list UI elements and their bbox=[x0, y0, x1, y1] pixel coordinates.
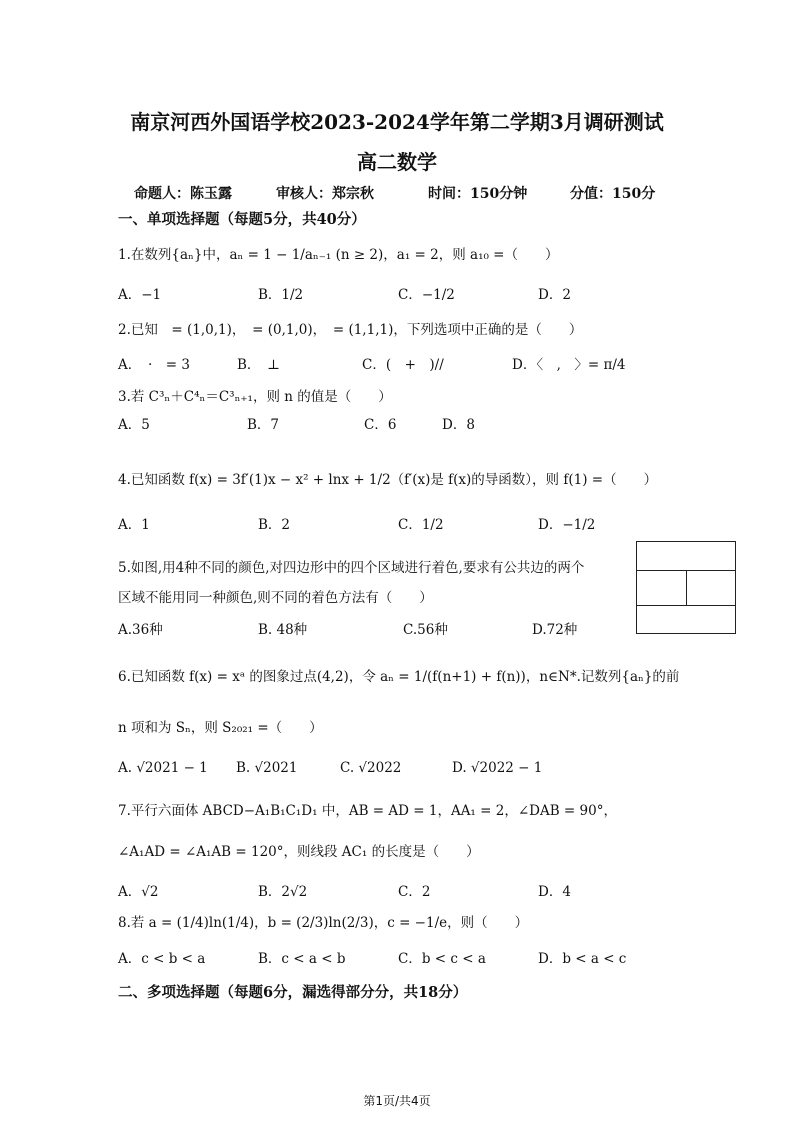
exam-subject: 高二数学 bbox=[357, 150, 437, 174]
question-1-option-a: A．−1 bbox=[118, 287, 162, 303]
question-7-stem-line-2: ∠A₁AD = ∠A₁AB = 120°，则线段 AC₁ 的长度是（ ） bbox=[118, 844, 480, 860]
question-7-stem-line-1: 7.平行六面体 ABCD−A₁B₁C₁D₁ 中，AB = AD = 1，AA₁ = 2，∠DAB = 90°， bbox=[118, 803, 617, 819]
question-8-option-d: D．b < a < c bbox=[538, 951, 627, 967]
question-3-option-d: D．8 bbox=[442, 417, 475, 433]
question-2-option-a: A． · = 3 bbox=[118, 357, 190, 373]
question-4-option-b: B．2 bbox=[258, 517, 291, 533]
question-6-option-a: A. √2021 − 1 bbox=[118, 760, 208, 776]
question-3-option-a: A．5 bbox=[118, 417, 150, 433]
question-2-option-c: C．( + )// bbox=[362, 357, 444, 373]
question-4-option-d: D．−1/2 bbox=[538, 517, 596, 533]
question-7-option-d: D．4 bbox=[538, 884, 571, 900]
question-8-option-a: A．c < b < a bbox=[118, 951, 206, 967]
question-1-option-d: D．2 bbox=[538, 287, 571, 303]
question-4-option-c: C．1/2 bbox=[398, 517, 444, 533]
question-6-option-c: C. √2022 bbox=[340, 760, 402, 776]
question-6-stem-line-2: n 项和为 Sₙ，则 S₂₀₂₁ =（ ） bbox=[118, 720, 323, 736]
question-5-stem-line-2: 区域不能用同一种颜色,则不同的着色方法有（ ） bbox=[118, 590, 433, 606]
question-4-option-a: A．1 bbox=[118, 517, 150, 533]
setter-info: 命题人：陈玉露 bbox=[134, 186, 232, 202]
question-2-option-b: B． ⊥ bbox=[237, 357, 280, 373]
question-6-option-b: B. √2021 bbox=[236, 760, 298, 776]
question-4-stem: 4.已知函数 f(x) = 3f′(1)x − x² + lnx + 1/2（f′(x)是 f(x)的导函数），则 f(1) =（ ） bbox=[118, 472, 658, 488]
question-8-option-c: C．b < c < a bbox=[398, 951, 486, 967]
question-5-option-d: D.72种 bbox=[532, 622, 578, 638]
question-7-option-c: C．2 bbox=[398, 884, 431, 900]
score-info: 分值：150分 bbox=[570, 186, 656, 202]
section-heading-single-choice: 一、单项选择题（每题5分，共40分） bbox=[118, 211, 366, 228]
exam-title: 南京河西外国语学校2023-2024学年第二学期3月调研测试 bbox=[130, 110, 664, 134]
quadrilateral-regions-figure bbox=[636, 541, 736, 634]
question-1-stem: 1.在数列{aₙ}中，aₙ = 1 − 1/aₙ₋₁ (n ≥ 2)，a₁ = 2，则 a₁₀ =（ ） bbox=[118, 247, 559, 263]
page-number: 第1页/共4页 bbox=[363, 1094, 431, 1108]
figure-divider-middle bbox=[686, 570, 687, 605]
reviewer-info: 审核人：郑宗秋 bbox=[276, 186, 374, 202]
question-5-stem-line-1: 5.如图,用4种不同的颜色,对四边形中的四个区域进行着色,要求有公共边的两个 bbox=[118, 560, 585, 576]
section-heading-multiple-choice: 二、多项选择题（每题6分，漏选得部分分，共18分） bbox=[118, 984, 468, 1001]
question-6-option-d: D. √2022 − 1 bbox=[452, 760, 543, 776]
time-info: 时间：150分钟 bbox=[428, 186, 528, 202]
question-2-stem: 2.已知 = (1,0,1)， = (0,1,0)， = (1,1,1)，下列选项中正确的是（ ） bbox=[118, 322, 583, 338]
question-7-option-a: A．√2 bbox=[118, 884, 159, 900]
question-2-option-d: D．〈 , 〉= π/4 bbox=[512, 357, 626, 373]
question-3-option-c: C．6 bbox=[364, 417, 397, 433]
question-7-option-b: B．2√2 bbox=[258, 884, 308, 900]
question-1-option-b: B．1/2 bbox=[258, 287, 304, 303]
question-5-option-b: B. 48种 bbox=[258, 622, 308, 638]
question-3-option-b: B．7 bbox=[247, 417, 280, 433]
question-3-stem: 3.若 C³ₙ＋C⁴ₙ＝C³ₙ₊₁，则 n 的值是（ ） bbox=[118, 389, 392, 405]
question-6-stem-line-1: 6.已知函数 f(x) = xᵃ 的图象过点(4,2)，令 aₙ = 1/(f(n+1) + f(n))，n∈N*.记数列{aₙ}的前 bbox=[118, 669, 680, 685]
question-5-option-c: C.56种 bbox=[403, 622, 448, 638]
question-8-stem: 8.若 a = (1/4)ln(1/4)，b = (2/3)ln(2/3)，c = −1/e，则（ ） bbox=[118, 915, 529, 931]
question-8-option-b: B．c < a < b bbox=[258, 951, 346, 967]
figure-divider-bottom bbox=[637, 605, 735, 606]
question-1-option-c: C．−1/2 bbox=[398, 287, 455, 303]
question-5-option-a: A.36种 bbox=[118, 622, 163, 638]
